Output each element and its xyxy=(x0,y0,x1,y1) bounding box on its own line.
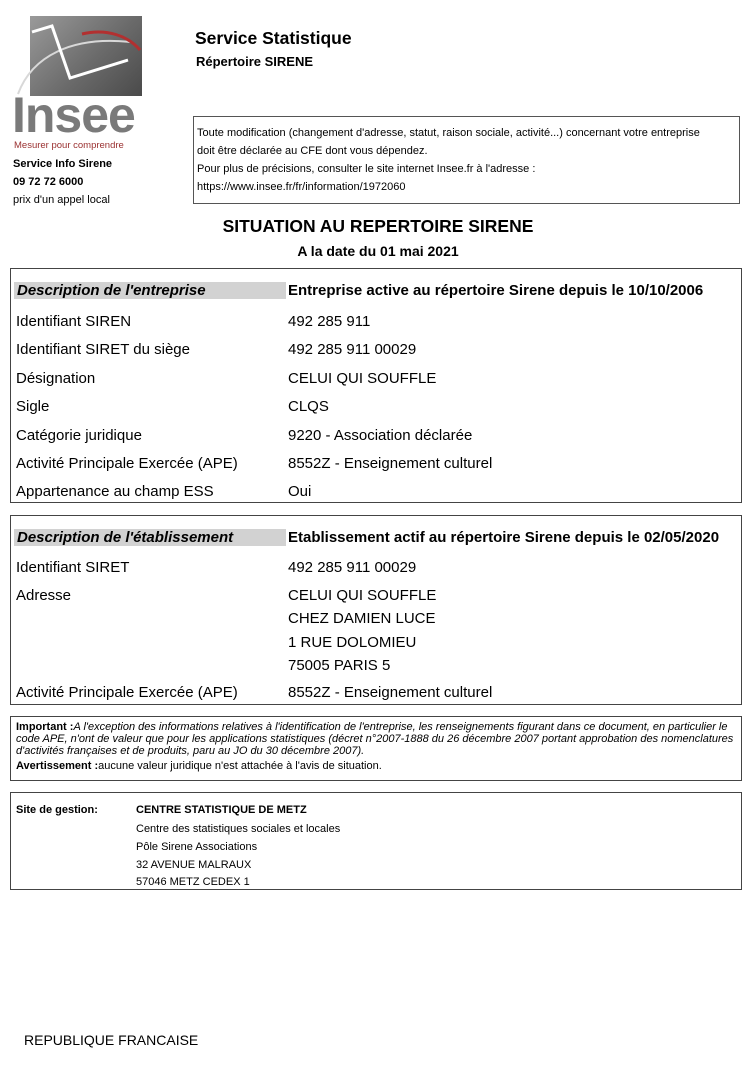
insee-logo xyxy=(12,16,135,154)
etablissement-header-label: Description de l'établissement xyxy=(14,529,286,546)
address-line: 1 RUE DOLOMIEU xyxy=(288,634,417,651)
notice-line: Pour plus de précisions, consulter le site internet Insee.fr à l'adresse : xyxy=(197,163,536,175)
site-line: 57046 METZ CEDEX 1 xyxy=(136,876,250,888)
field-value: CELUI QUI SOUFFLE xyxy=(288,370,437,387)
etablissement-section xyxy=(10,515,742,705)
page-title: SITUATION AU REPERTOIRE SIRENE xyxy=(222,216,534,236)
important-notice xyxy=(10,716,742,781)
info-service-name: Service Info Sirene xyxy=(13,158,113,170)
field-label: Activité Principale Exercée (APE) xyxy=(16,684,238,701)
address-line: CELUI QUI SOUFFLE xyxy=(288,587,437,604)
field-value: 8552Z - Enseignement culturel xyxy=(288,684,493,701)
field-label: Identifiant SIREN xyxy=(16,313,132,330)
site-gestion-box xyxy=(10,792,742,890)
site-label: Site de gestion: xyxy=(16,804,98,816)
notice-line: Toute modification (changement d'adresse, statut, raison sociale, activité...) concernant votre entreprise xyxy=(197,127,700,139)
field-label: Catégorie juridique xyxy=(16,427,142,444)
site-name: CENTRE STATISTIQUE DE METZ xyxy=(136,804,307,816)
entreprise-section xyxy=(10,268,742,503)
warning-text: aucune valeur juridique n'est attachée à l'avis de situation. xyxy=(98,760,382,772)
field-value: 9220 - Association déclarée xyxy=(288,427,473,444)
field-label: Identifiant SIRET xyxy=(16,559,130,576)
address-line: CHEZ DAMIEN LUCE xyxy=(288,610,436,627)
notice-link[interactable]: https://www.insee.fr/fr/information/1972060 xyxy=(197,181,406,193)
service-subtitle: Répertoire SIRENE xyxy=(196,54,314,69)
field-value: 492 285 911 00029 xyxy=(288,341,417,358)
field-value: Oui xyxy=(288,483,312,500)
field-value: 492 285 911 xyxy=(288,313,371,330)
logo-tagline: Mesurer pour comprendre xyxy=(14,140,124,151)
field-value: 492 285 911 00029 xyxy=(288,559,417,576)
warning-lead: Avertissement : xyxy=(16,760,99,772)
page-date: A la date du 01 mai 2021 xyxy=(297,243,459,259)
entreprise-status: Entreprise active au répertoire Sirene depuis le 10/10/2006 xyxy=(288,282,704,299)
important-lead: Important : xyxy=(16,721,74,733)
info-phone: 09 72 72 6000 xyxy=(13,176,84,188)
footer-text: REPUBLIQUE FRANCAISE xyxy=(24,1032,199,1048)
field-label: Adresse xyxy=(16,587,72,604)
important-text: A l'exception des informations relatives à l'identification de l'entreprise, les renseignements figurant dans ce document, en particulier le code APE, n'ont de valeur que pour les applications statistiques (décret n°2007-1888 du 26 décembre 2007 portant approbation des nomenclatures d'activités françaises et de produits, paru au JO du 30 décembre 2007). xyxy=(16,721,734,757)
notice-line: doit être déclarée au CFE dont vous dépendez. xyxy=(197,145,428,157)
field-label: Sigle xyxy=(16,398,50,415)
entreprise-header-label: Description de l'entreprise xyxy=(14,282,286,299)
logo-wordmark: Insee xyxy=(12,87,135,143)
field-label: Identifiant SIRET du siège xyxy=(16,341,190,358)
field-label: Appartenance au champ ESS xyxy=(16,483,214,500)
field-label: Activité Principale Exercée (APE) xyxy=(16,455,238,472)
site-line: Pôle Sirene Associations xyxy=(136,841,258,853)
field-value: CLQS xyxy=(288,398,329,415)
etablissement-status: Etablissement actif au répertoire Sirene depuis le 02/05/2020 xyxy=(288,529,720,546)
notice-box xyxy=(193,116,740,204)
field-value: 8552Z - Enseignement culturel xyxy=(288,455,493,472)
site-line: Centre des statistiques sociales et locales xyxy=(136,823,341,835)
site-line: 32 AVENUE MALRAUX xyxy=(136,859,252,871)
address-line: 75005 PARIS 5 xyxy=(288,657,391,674)
field-label: Désignation xyxy=(16,370,96,387)
info-price: prix d'un appel local xyxy=(13,194,110,206)
service-title: Service Statistique xyxy=(195,28,352,48)
